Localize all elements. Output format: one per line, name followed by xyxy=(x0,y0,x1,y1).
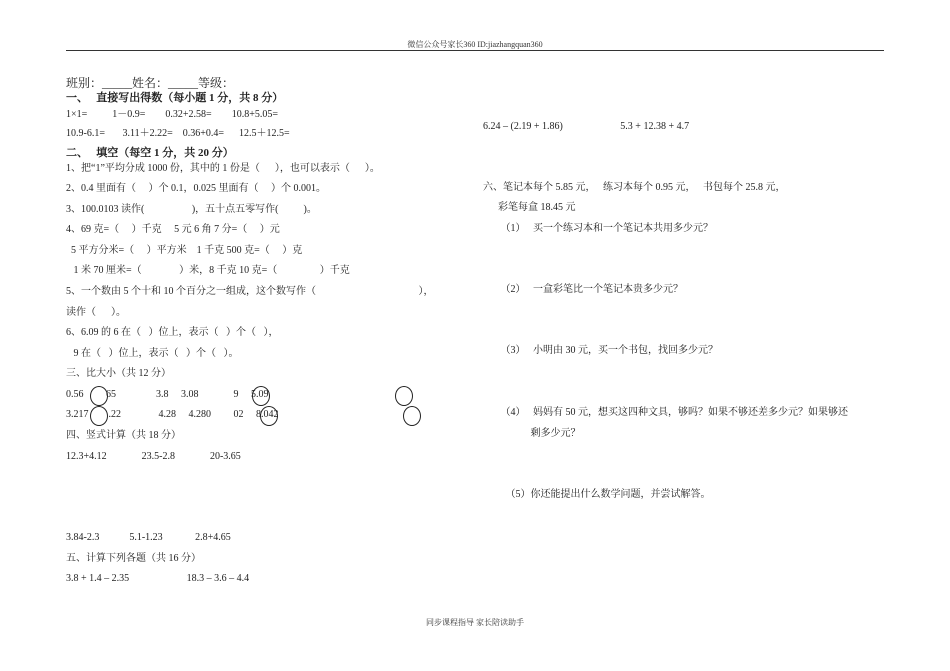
section6-intro2: 彩笔每盒 18.45 元 xyxy=(483,202,576,213)
section5-title: 五、计算下列各题（共 16 分） xyxy=(66,553,201,564)
section2-q5a: 5、一个数由 5 个十和 10 个百分之一组成，这个数写作（ ）， xyxy=(66,286,434,297)
section6-q1: （1） 买一个练习本和一个笔记本共用多少元？ xyxy=(483,223,713,234)
section2-q6b: 9 在（ ）位上，表示（ ）个（ ）。 xyxy=(66,348,239,359)
section6-q4a: （4） 妈妈有 50 元，想买这四种文具，够吗？如果不够还差多少元？如果够还 xyxy=(483,407,848,418)
compare-circle[interactable] xyxy=(403,406,421,426)
section6-intro1: 六、笔记本每个 5.85 元， 练习本每个 0.95 元， 书包每个 25.8 元， xyxy=(483,182,786,193)
header-divider xyxy=(66,50,884,51)
section6-q2: （2） 一盒彩笔比一个笔记本贵多少元？ xyxy=(483,284,683,295)
compare-circle[interactable] xyxy=(90,386,108,406)
section3-title: 三、比大小（共 12 分） xyxy=(66,368,171,379)
compare-circle[interactable] xyxy=(260,406,278,426)
section2-q5b: 读作（ ）。 xyxy=(66,307,126,318)
section1-row2: 10.9-6.1= 3.11＋2.22= 0.36+0.4= 12.5＋12.5= xyxy=(66,128,290,139)
compare-circle[interactable] xyxy=(90,406,108,426)
page-header: 微信公众号家长360 ID:jiazhangquan360 xyxy=(407,40,543,49)
compare-circle[interactable] xyxy=(252,386,270,406)
section1-title: 一、 直接写出得数（每小题 1 分，共 8 分） xyxy=(66,92,284,104)
section2-q3: 3、100.0103 读作( )，五十点五零写作( )。 xyxy=(66,204,317,215)
section2-q1: 1、把“1”平均分成 1000 份，其中的 1 份是（ ），也可以表示（ ）。 xyxy=(66,163,380,174)
section1-row1: 1×1= 1－0.9= 0.32+2.58= 10.8+5.05= xyxy=(66,109,278,120)
section6-q3: （3） 小明由 30 元，买一个书包，找回多少元？ xyxy=(483,345,718,356)
section3-row1: 0.56 65 3.8 3.08 9 5.09 xyxy=(66,389,269,400)
section2-q4c: 1 米 70 厘米=（ ）米，8 千克 10 克=（ ）千克 xyxy=(66,265,350,276)
section2-q6a: 6、6.09 的 6 在（ ）位上，表示（ ）个（ ）， xyxy=(66,327,279,338)
student-info: 班别：_____姓名：_____等级： xyxy=(66,76,235,90)
section2-title: 二、 填空（每空 1 分，共 20 分） xyxy=(66,147,234,159)
section2-q4b: 5 平方分米=（ ）平方米 1 千克 500 克=（ ）克 xyxy=(66,245,303,256)
section6-q4b: 剩多少元？ xyxy=(483,428,581,439)
section2-q2: 2、0.4 里面有（ ）个 0.1，0.025 里面有（ ）个 0.001。 xyxy=(66,183,326,194)
page-footer: 同步课程指导 家长陪读助手 xyxy=(426,618,524,627)
compare-circle[interactable] xyxy=(395,386,413,406)
section4-row2: 3.84-2.3 5.1-1.23 2.8+4.65 xyxy=(66,532,231,543)
section5-row2: 6.24 – (2.19 + 1.86) 5.3 + 12.38 + 4.7 xyxy=(483,121,690,132)
section4-row1: 12.3+4.12 23.5-2.8 20-3.65 xyxy=(66,451,241,462)
section5-row1: 3.8 + 1.4 – 2.35 18.3 – 3.6 – 4.4 xyxy=(66,573,250,584)
section6-q5: （5）你还能提出什么数学问题，并尝试解答。 xyxy=(483,489,711,500)
section4-title: 四、竖式计算（共 18 分） xyxy=(66,430,181,441)
section3-row2: 3.217 .22 4.28 4.280 02 8.042 xyxy=(66,409,279,420)
section2-q4a: 4、69 克=（ ）千克 5 元 6 角 7 分=（ ）元 xyxy=(66,224,280,235)
